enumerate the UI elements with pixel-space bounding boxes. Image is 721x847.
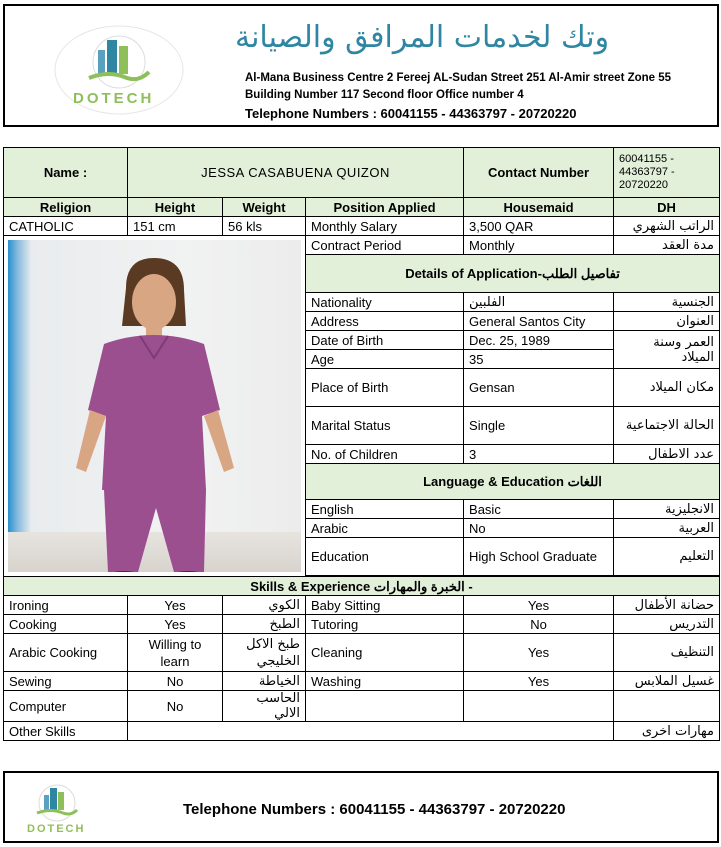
arabic-cooking-label: Arabic Cooking — [4, 634, 128, 672]
ironing-value: Yes — [128, 596, 223, 615]
contract-value: Monthly — [464, 236, 614, 255]
ironing-label: Ironing — [4, 596, 128, 615]
tutoring-value: No — [464, 615, 614, 634]
contract-label: Contract Period — [306, 236, 464, 255]
pob-value: Gensan — [464, 369, 614, 407]
cooking-label: Cooking — [4, 615, 128, 634]
salary-arabic: الراتب الشهري — [614, 217, 720, 236]
cooking-value: Yes — [128, 615, 223, 634]
weight-label: Weight — [223, 198, 306, 217]
english-label: English — [306, 500, 464, 519]
logo-wordmark: DOTECH — [73, 90, 155, 107]
babysitting-value: Yes — [464, 596, 614, 615]
nationality-value: الفلبين — [464, 293, 614, 312]
dob-arabic: العمر وسنة الميلاد — [614, 331, 720, 369]
company-arabic-name: وتك لخدمات المرافق والصيانة — [235, 20, 610, 55]
washing-label: Washing — [306, 672, 464, 691]
contract-arabic: مدة العقد — [614, 236, 720, 255]
education-value: High School Graduate — [464, 538, 614, 576]
skills-section-title: Skills & Experience الخبرة والمهارات - — [4, 577, 720, 596]
empty-cell — [464, 691, 614, 722]
application-section-title: Details of Application-تفاصيل الطلب — [306, 255, 720, 293]
dotech-logo — [49, 24, 187, 119]
cleaning-value: Yes — [464, 634, 614, 672]
address-value: General Santos City — [464, 312, 614, 331]
language-section-title: Language & Education اللغات — [306, 464, 720, 500]
religion-label: Religion — [4, 198, 128, 217]
sewing-label: Sewing — [4, 672, 128, 691]
address-arabic: العنوان — [614, 312, 720, 331]
computer-arabic: الحاسب الالي — [223, 691, 306, 722]
sewing-value: No — [128, 672, 223, 691]
arabic-cooking-arabic: طبخ الاكل الخليجي — [223, 634, 306, 672]
name-label: Name : — [4, 148, 128, 198]
contact-number: 60041155 - 44363797 - 20720220 — [614, 148, 720, 198]
dob-label: Date of Birth — [306, 331, 464, 350]
arabic-value: No — [464, 519, 614, 538]
education-label: Education — [306, 538, 464, 576]
other-skills-arabic: مهارات اخرى — [614, 722, 720, 741]
empty-cell — [614, 691, 720, 722]
children-label: No. of Children — [306, 445, 464, 464]
arabic-arabic: العربية — [614, 519, 720, 538]
washing-value: Yes — [464, 672, 614, 691]
address-line-2: Building Number 117 Second floor Office number 4 — [245, 89, 524, 101]
religion-value: CATHOLIC — [4, 217, 128, 236]
footer-logo-wordmark: DOTECH — [27, 823, 86, 835]
footer-logo — [17, 779, 97, 839]
sewing-arabic: الخياطة — [223, 672, 306, 691]
babysitting-arabic: حضانة الأطفال — [614, 596, 720, 615]
tutoring-label: Tutoring — [306, 615, 464, 634]
letterhead — [3, 4, 719, 127]
arabic-cooking-value: Willing to learn — [128, 634, 223, 672]
arabic-label: Arabic — [306, 519, 464, 538]
nationality-label: Nationality — [306, 293, 464, 312]
weight-value: 56 kls — [223, 217, 306, 236]
height-value: 151 cm — [128, 217, 223, 236]
ironing-arabic: الكوي — [223, 596, 306, 615]
other-skills-value — [128, 722, 614, 741]
english-arabic: الانجليزية — [614, 500, 720, 519]
contact-label: Contact Number — [464, 148, 614, 198]
education-arabic: التعليم — [614, 538, 720, 576]
pob-label: Place of Birth — [306, 369, 464, 407]
address-line-1: Al-Mana Business Centre 2 Fereej AL-Sudan Street 251 Al-Amir street Zone 55 — [245, 72, 672, 84]
address-label: Address — [306, 312, 464, 331]
children-arabic: عدد الاطفال — [614, 445, 720, 464]
salary-label: Monthly Salary — [306, 217, 464, 236]
age-value: 35 — [464, 350, 614, 369]
english-value: Basic — [464, 500, 614, 519]
other-skills-label: Other Skills — [4, 722, 128, 741]
salary-value: 3,500 QAR — [464, 217, 614, 236]
position-value: Housemaid — [464, 198, 614, 217]
height-label: Height — [128, 198, 223, 217]
person-photo-icon — [8, 240, 301, 572]
computer-label: Computer — [4, 691, 128, 722]
babysitting-label: Baby Sitting — [306, 596, 464, 615]
marital-arabic: الحالة الاجتماعية — [614, 407, 720, 445]
footer — [3, 771, 719, 843]
cooking-arabic: الطبخ — [223, 615, 306, 634]
washing-arabic: غسيل الملابس — [614, 672, 720, 691]
biodata-table — [3, 147, 720, 741]
footer-telephone: Telephone Numbers : 60041155 - 44363797 - 20720220 — [183, 801, 566, 818]
tutoring-arabic: التدريس — [614, 615, 720, 634]
position-label: Position Applied — [306, 198, 464, 217]
dob-value: Dec. 25, 1989 — [464, 331, 614, 350]
pob-arabic: مكان الميلاد — [614, 369, 720, 407]
marital-value: Single — [464, 407, 614, 445]
applicant-name: JESSA CASABUENA QUIZON — [128, 148, 464, 198]
computer-value: No — [128, 691, 223, 722]
empty-cell — [306, 691, 464, 722]
applicant-photo — [4, 236, 306, 577]
position-code: DH — [614, 198, 720, 217]
nationality-arabic: الجنسية — [614, 293, 720, 312]
header-telephone: Telephone Numbers : 60041155 - 44363797 - 20720220 — [245, 106, 577, 121]
age-label: Age — [306, 350, 464, 369]
cleaning-arabic: التنظيف — [614, 634, 720, 672]
marital-label: Marital Status — [306, 407, 464, 445]
children-value: 3 — [464, 445, 614, 464]
cleaning-label: Cleaning — [306, 634, 464, 672]
